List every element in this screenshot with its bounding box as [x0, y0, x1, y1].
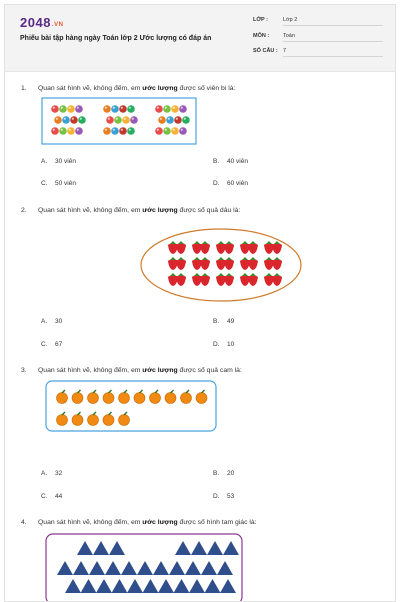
marble-highlight [129, 129, 131, 131]
marble [103, 105, 111, 113]
marble [158, 116, 166, 124]
marble [171, 127, 179, 135]
marble-highlight [72, 118, 74, 120]
option-3b[interactable]: B. 20 [213, 470, 235, 477]
marble-highlight [160, 118, 162, 120]
marble-highlight [69, 107, 71, 109]
meta-label: LỚP : [253, 17, 268, 23]
marble [114, 116, 122, 124]
marble-highlight [53, 107, 55, 109]
orange [103, 415, 114, 426]
question-number: 3. [21, 367, 27, 374]
question-number: 1. [21, 85, 27, 92]
marble-highlight [56, 118, 58, 120]
option-2c[interactable]: C. 67 [41, 341, 63, 348]
marble-highlight [181, 129, 183, 131]
marble [75, 105, 83, 113]
oranges-frame [46, 381, 216, 431]
marble [67, 105, 75, 113]
marble [70, 116, 78, 124]
marble [51, 105, 59, 113]
marble-highlight [105, 107, 107, 109]
marble-highlight [77, 129, 79, 131]
meta-underline [283, 56, 383, 57]
marble [119, 127, 127, 135]
marble [130, 116, 138, 124]
marble [54, 116, 62, 124]
marble-highlight [113, 129, 115, 131]
question-number: 4. [21, 519, 27, 526]
option-3a[interactable]: A. 32 [41, 470, 63, 477]
option-2d[interactable]: D. 10 [213, 341, 235, 348]
worksheet [4, 4, 396, 602]
marble [111, 105, 119, 113]
question-number: 2. [21, 207, 27, 214]
marble-highlight [61, 129, 63, 131]
marble-highlight [129, 107, 131, 109]
marble [155, 127, 163, 135]
orange [88, 415, 99, 426]
orange [134, 393, 145, 404]
marble-highlight [113, 107, 115, 109]
marble-highlight [69, 129, 71, 131]
marble [179, 127, 187, 135]
marble-highlight [184, 118, 186, 120]
logo-suffix: .VN [51, 22, 64, 28]
marble-highlight [77, 107, 79, 109]
marble-highlight [132, 118, 134, 120]
marble-highlight [53, 129, 55, 131]
marble [163, 127, 171, 135]
orange [57, 393, 68, 404]
marble-highlight [64, 118, 66, 120]
marble [106, 116, 114, 124]
option-1c[interactable]: C. 50 viên [41, 180, 76, 187]
marble [75, 127, 83, 135]
meta-value: Toán [283, 33, 295, 39]
marble [182, 116, 190, 124]
meta-underline [283, 25, 383, 26]
marble-highlight [61, 107, 63, 109]
meta-underline [283, 41, 383, 42]
marble [163, 105, 171, 113]
marble-highlight [165, 129, 167, 131]
marbles-image [41, 97, 197, 145]
orange [119, 393, 130, 404]
marble [155, 105, 163, 113]
strawberries-image [139, 227, 303, 303]
marble-highlight [181, 107, 183, 109]
option-2a[interactable]: A. 30 [41, 318, 63, 325]
meta-label: SỐ CÂU : [253, 48, 278, 54]
marble [119, 105, 127, 113]
marble [174, 116, 182, 124]
option-1d[interactable]: D. 60 viên [213, 180, 248, 187]
page-title: Phiếu bài tập hàng ngày Toán lớp 2 Ước lượng có đáp án [20, 35, 212, 42]
marble [59, 105, 67, 113]
orange [103, 393, 114, 404]
marble [111, 127, 119, 135]
marble-highlight [105, 129, 107, 131]
marble [78, 116, 86, 124]
marble [59, 127, 67, 135]
option-1b[interactable]: B. 40 viên [213, 158, 248, 165]
marble-highlight [173, 107, 175, 109]
option-1a[interactable]: A. 30 viên [41, 158, 76, 165]
worksheet-header [5, 5, 395, 72]
marble [166, 116, 174, 124]
marble-highlight [121, 107, 123, 109]
marble-highlight [168, 118, 170, 120]
orange [57, 415, 68, 426]
orange [72, 393, 83, 404]
marble-highlight [80, 118, 82, 120]
option-3d[interactable]: D. 53 [213, 493, 235, 500]
marble [122, 116, 130, 124]
marble [127, 105, 135, 113]
marble [171, 105, 179, 113]
marble [51, 127, 59, 135]
marble [179, 105, 187, 113]
marble [67, 127, 75, 135]
meta-value: Lớp 2 [283, 17, 298, 23]
question-text: Quan sát hình vẽ, không đếm, em ước lượng được số viên bi là: [38, 85, 236, 92]
marble [103, 127, 111, 135]
triangles-image [45, 533, 243, 601]
orange [150, 393, 161, 404]
oranges-image [45, 380, 217, 432]
meta-value: 7 [283, 48, 287, 54]
marble-highlight [108, 118, 110, 120]
meta-label: MÔN : [253, 33, 270, 39]
question-text: Quan sát hình vẽ, không đếm, em ước lượng được số quả dâu là: [38, 207, 241, 214]
marble [127, 127, 135, 135]
marble-highlight [165, 107, 167, 109]
logo-text: 2048 [20, 15, 51, 30]
question-text: Quan sát hình vẽ, không đếm, em ước lượng được số quả cam là: [38, 367, 242, 374]
option-2b[interactable]: B. 49 [213, 318, 235, 325]
orange [181, 393, 192, 404]
marble [62, 116, 70, 124]
orange [196, 393, 207, 404]
marble-highlight [173, 129, 175, 131]
orange [88, 393, 99, 404]
marble-highlight [124, 118, 126, 120]
marble-highlight [157, 129, 159, 131]
marble-highlight [176, 118, 178, 120]
orange [165, 393, 176, 404]
orange [119, 415, 130, 426]
orange [72, 415, 83, 426]
marble-highlight [116, 118, 118, 120]
marble-highlight [121, 129, 123, 131]
question-text: Quan sát hình vẽ, không đếm, em ước lượng được số hình tam giác là: [38, 519, 257, 526]
site-logo[interactable] [20, 15, 63, 30]
option-3c[interactable]: C. 44 [41, 493, 63, 500]
marble-highlight [157, 107, 159, 109]
